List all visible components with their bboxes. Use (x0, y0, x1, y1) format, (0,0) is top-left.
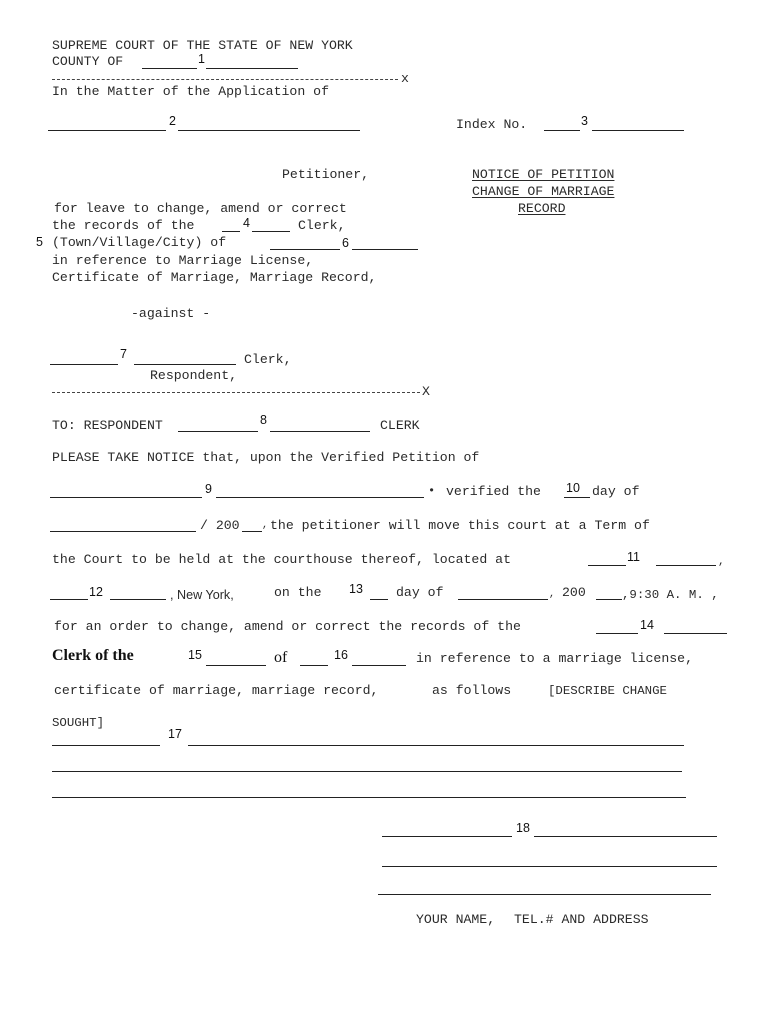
index-label: Index No. (456, 117, 528, 132)
index-blank-left[interactable] (544, 130, 580, 131)
field-number-16: 16 (334, 648, 348, 662)
field-number-4: 4 (243, 216, 250, 230)
tel-address-label: TEL.# AND ADDRESS (514, 912, 649, 927)
sought-text: SOUGHT] (52, 716, 105, 730)
caption-divider-top (52, 79, 398, 80)
court-name: SUPREME COURT OF THE STATE OF NEW YORK (52, 38, 353, 53)
field-number-17: 17 (168, 727, 182, 741)
clerk-of-blank[interactable] (206, 665, 266, 666)
against-text: -against - (131, 306, 211, 321)
records-of-blank-right[interactable] (664, 633, 727, 634)
field-number-11: 11 (627, 550, 640, 564)
comma-small-1: , (262, 520, 269, 531)
of-blank-right[interactable] (352, 665, 406, 666)
field-number-2: 2 (169, 114, 176, 128)
field-number-10: 10 (566, 481, 580, 495)
hearing-month-blank[interactable] (458, 599, 548, 600)
field-number-9: 9 (205, 482, 212, 496)
verified-the-text: verified the (446, 484, 541, 499)
field-number-18: 18 (516, 821, 530, 835)
will-move-line: the petitioner will move this court at a Term of (270, 518, 650, 533)
signature-blank-right[interactable] (534, 836, 717, 837)
court-held-line: the Court to be held at the courthouse thereof, located at (52, 552, 511, 567)
matter-line: In the Matter of the Application of (52, 84, 329, 99)
respondent-label: Respondent, (150, 368, 238, 383)
to-respondent-label: TO: RESPONDENT (52, 418, 163, 433)
to-respondent-blank-right[interactable] (270, 431, 370, 432)
respondent-blank-left[interactable] (50, 364, 118, 365)
caption-divider-bottom (52, 392, 420, 393)
location-blank-left[interactable] (588, 565, 626, 566)
field-number-12: 12 (89, 585, 103, 599)
petition-of-blank-right[interactable] (216, 497, 424, 498)
leave-line: for leave to change, amend or correct (54, 201, 347, 216)
reference-line: in reference to Marriage License, (52, 253, 314, 268)
clerk-of-the-text: Clerk of the (52, 647, 134, 664)
field-number-14: 14 (640, 618, 654, 632)
records-of-the-text: the records of the (52, 218, 195, 233)
year-200-text: 200 (562, 585, 586, 600)
county-label: COUNTY OF (52, 54, 124, 69)
comma-small-2: , (549, 589, 556, 600)
county-blank-left[interactable] (142, 68, 197, 69)
slash-200-text: / 200 (200, 518, 240, 533)
petition-of-blank-left[interactable] (50, 497, 202, 498)
field-number-7: 7 (120, 347, 127, 361)
petitioner-blank-left[interactable] (48, 130, 166, 131)
caption-x-bottom: X (422, 384, 430, 399)
hearing-year-blank[interactable] (596, 599, 622, 600)
address-blank-line-1[interactable] (382, 866, 717, 867)
records-of-blank-left[interactable] (596, 633, 638, 634)
in-reference-text: in reference to a marriage license, (416, 651, 693, 666)
city-blank-left[interactable] (50, 599, 88, 600)
clerk-text-1: Clerk, (298, 218, 346, 233)
bullet-dot: • (428, 484, 436, 498)
title-line-3: RECORD (518, 201, 566, 216)
clerk-text-2: Clerk, (244, 352, 292, 367)
verified-year-blank[interactable] (242, 531, 262, 532)
for-order-line: for an order to change, amend or correct the records of the (54, 619, 521, 634)
petitioner-label: Petitioner, (282, 167, 370, 182)
location-blank-right[interactable] (656, 565, 716, 566)
title-line-1: NOTICE OF PETITION (472, 167, 615, 182)
records-blank-left[interactable] (222, 231, 240, 232)
change-blank-line-3[interactable] (52, 797, 686, 798)
of-blank-left[interactable] (300, 665, 328, 666)
index-blank-right[interactable] (592, 130, 684, 131)
certificate-line: Certificate of Marriage, Marriage Record, (52, 270, 377, 285)
town-label: (Town/Village/City) of (52, 235, 227, 250)
field-number-13: 13 (349, 582, 363, 596)
your-name-label: YOUR NAME, (416, 912, 496, 927)
signature-blank-left[interactable] (382, 836, 512, 837)
change-blank-line-2[interactable] (52, 771, 682, 772)
caption-x-top: x (401, 71, 409, 86)
hearing-day-blank[interactable] (370, 599, 388, 600)
to-respondent-blank-left[interactable] (178, 431, 258, 432)
as-follows-text: as follows (432, 683, 512, 698)
notice-line: PLEASE TAKE NOTICE that, upon the Verified Petition of (52, 450, 480, 465)
change-blank-short[interactable] (52, 745, 160, 746)
location-comma: , (718, 556, 725, 568)
title-line-2: CHANGE OF MARRIAGE (472, 184, 615, 199)
respondent-blank-right[interactable] (134, 364, 236, 365)
field-number-8: 8 (260, 413, 267, 427)
field-number-1: 1 (198, 52, 205, 66)
day-of-text: day of (592, 484, 640, 499)
address-blank-line-2[interactable] (378, 894, 711, 895)
field-number-6: 6 (342, 236, 349, 250)
field-number-5: 5 (36, 235, 43, 249)
town-blank-right[interactable] (352, 249, 418, 250)
county-blank-right[interactable] (206, 68, 298, 69)
certificate-text: certificate of marriage, marriage record, (54, 683, 379, 698)
records-blank-right[interactable] (252, 231, 290, 232)
of-text: of (274, 649, 288, 666)
describe-change-text: [DESCRIBE CHANGE (548, 684, 667, 698)
new-york-text: , New York, (170, 588, 234, 602)
time-text: ,9:30 A. M. , (622, 588, 719, 602)
petitioner-blank-right[interactable] (178, 130, 360, 131)
field-number-15: 15 (188, 648, 202, 662)
on-the-text: on the (274, 585, 322, 600)
city-blank-right[interactable] (110, 599, 166, 600)
clerk-caps: CLERK (380, 418, 420, 433)
verified-month-blank[interactable] (50, 531, 196, 532)
town-blank-left[interactable] (270, 249, 340, 250)
verified-day-blank[interactable] (564, 497, 590, 498)
change-blank-line-1[interactable] (188, 745, 684, 746)
day-of-text-2: day of (396, 585, 444, 600)
field-number-3: 3 (581, 114, 588, 128)
